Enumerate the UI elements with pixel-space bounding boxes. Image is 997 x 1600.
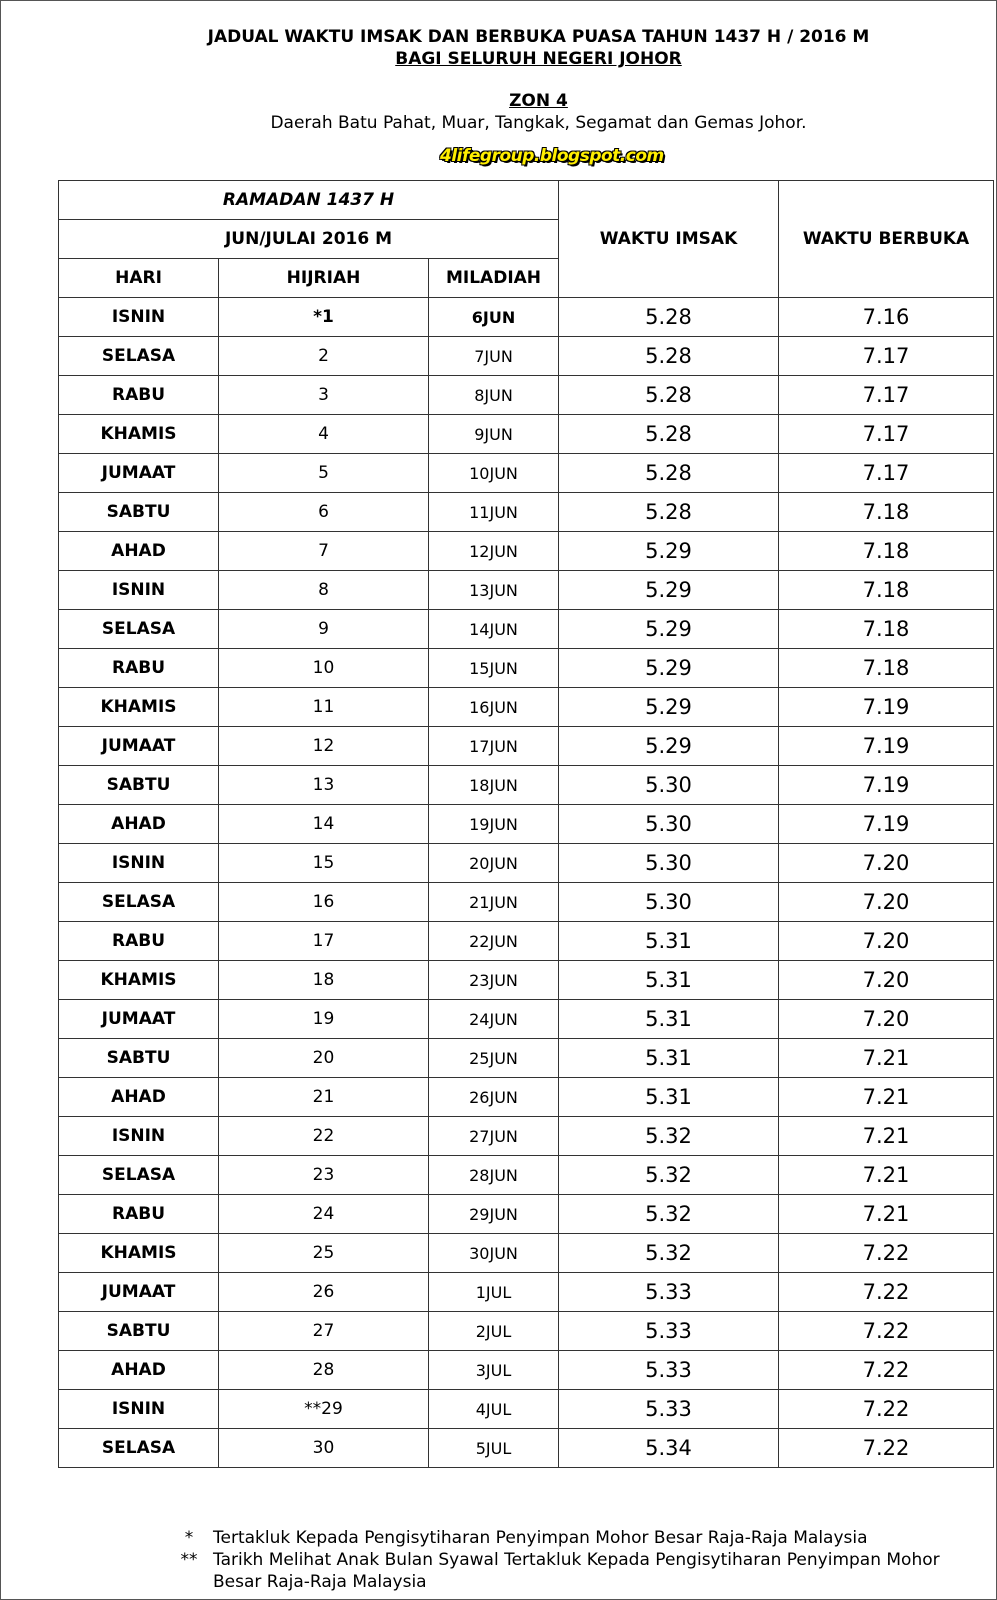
- imsak-time-cell: 5.29: [559, 532, 779, 571]
- col-header-hijriah: HIJRIAH: [219, 259, 429, 298]
- col-header-berbuka: WAKTU BERBUKA: [779, 181, 994, 298]
- table-row: [59, 1429, 994, 1468]
- day-cell: JUMAAT: [59, 1000, 219, 1039]
- day-cell: KHAMIS: [59, 1234, 219, 1273]
- hijriah-cell: 15: [219, 844, 429, 883]
- table-row: [59, 1039, 994, 1078]
- miladiah-cell: 3JUL: [429, 1351, 559, 1390]
- miladiah-cell: 26JUN: [429, 1078, 559, 1117]
- hijriah-cell: 26: [219, 1273, 429, 1312]
- day-cell: SABTU: [59, 1312, 219, 1351]
- day-cell: KHAMIS: [59, 688, 219, 727]
- imsak-time-cell: 5.30: [559, 883, 779, 922]
- table-row: [59, 1390, 994, 1429]
- hijriah-cell: 25: [219, 1234, 429, 1273]
- hijriah-cell: 17: [219, 922, 429, 961]
- day-cell: SELASA: [59, 337, 219, 376]
- miladiah-cell: 2JUL: [429, 1312, 559, 1351]
- footnotes: [165, 1527, 958, 1593]
- hijriah-cell: 21: [219, 1078, 429, 1117]
- hijriah-cell: 5: [219, 454, 429, 493]
- imsak-time-cell: 5.29: [559, 610, 779, 649]
- table-row: [59, 532, 994, 571]
- col-header-hari: HARI: [59, 259, 219, 298]
- day-cell: AHAD: [59, 1078, 219, 1117]
- day-cell: AHAD: [59, 532, 219, 571]
- blog-watermark: 4lifegroup.blogspot.com: [440, 146, 664, 166]
- hijriah-cell: 11: [219, 688, 429, 727]
- day-cell: JUMAAT: [59, 454, 219, 493]
- table-row: [59, 805, 994, 844]
- day-cell: SABTU: [59, 493, 219, 532]
- miladiah-cell: 12JUN: [429, 532, 559, 571]
- day-cell: KHAMIS: [59, 961, 219, 1000]
- miladiah-cell: 5JUL: [429, 1429, 559, 1468]
- table-row: [59, 1234, 994, 1273]
- table-row: [59, 1273, 994, 1312]
- hijriah-cell: **29: [219, 1390, 429, 1429]
- imsak-time-cell: 5.32: [559, 1234, 779, 1273]
- berbuka-time-cell: 7.19: [779, 805, 994, 844]
- miladiah-cell: 15JUN: [429, 649, 559, 688]
- day-cell: SELASA: [59, 883, 219, 922]
- day-cell: RABU: [59, 649, 219, 688]
- berbuka-time-cell: 7.21: [779, 1078, 994, 1117]
- table-row: [59, 454, 994, 493]
- table-row: [59, 844, 994, 883]
- table-row: [59, 766, 994, 805]
- miladiah-cell: 27JUN: [429, 1117, 559, 1156]
- imsak-time-cell: 5.32: [559, 1195, 779, 1234]
- berbuka-time-cell: 7.18: [779, 571, 994, 610]
- imsak-time-cell: 5.30: [559, 844, 779, 883]
- miladiah-cell: 1JUL: [429, 1273, 559, 1312]
- miladiah-cell: 18JUN: [429, 766, 559, 805]
- berbuka-time-cell: 7.20: [779, 883, 994, 922]
- miladiah-cell: 14JUN: [429, 610, 559, 649]
- footnote-text: Tarikh Melihat Anak Bulan Syawal Tertakluk Kepada Pengisytiharan Penyimpan Mohor Besar Raja-Raja Malaysia: [213, 1550, 940, 1592]
- day-cell: ISNIN: [59, 298, 219, 337]
- col-header-imsak: WAKTU IMSAK: [559, 181, 779, 298]
- hijriah-cell: 24: [219, 1195, 429, 1234]
- berbuka-time-cell: 7.22: [779, 1273, 994, 1312]
- berbuka-time-cell: 7.22: [779, 1234, 994, 1273]
- day-cell: RABU: [59, 376, 219, 415]
- imsak-time-cell: 5.33: [559, 1390, 779, 1429]
- miladiah-cell: 17JUN: [429, 727, 559, 766]
- miladiah-cell: 29JUN: [429, 1195, 559, 1234]
- imsak-time-cell: 5.31: [559, 1078, 779, 1117]
- berbuka-time-cell: 7.20: [779, 922, 994, 961]
- berbuka-time-cell: 7.17: [779, 454, 994, 493]
- table-row: [59, 298, 994, 337]
- table-row: [59, 961, 994, 1000]
- miladiah-cell: 20JUN: [429, 844, 559, 883]
- group-header-ramadan: RAMADAN 1437 H: [59, 181, 559, 220]
- hijriah-cell: 4: [219, 415, 429, 454]
- day-cell: AHAD: [59, 805, 219, 844]
- miladiah-cell: 10JUN: [429, 454, 559, 493]
- document-subtitle: BAGI SELURUH NEGERI JOHOR: [395, 49, 682, 69]
- imsak-time-cell: 5.31: [559, 1039, 779, 1078]
- berbuka-time-cell: 7.22: [779, 1312, 994, 1351]
- day-cell: AHAD: [59, 1351, 219, 1390]
- berbuka-time-cell: 7.22: [779, 1390, 994, 1429]
- miladiah-cell: 13JUN: [429, 571, 559, 610]
- table-row: [59, 883, 994, 922]
- table-row: [59, 922, 994, 961]
- imsak-time-cell: 5.28: [559, 337, 779, 376]
- footnote-2: [165, 1549, 958, 1593]
- table-row: [59, 688, 994, 727]
- hijriah-cell: 27: [219, 1312, 429, 1351]
- hijriah-cell: 22: [219, 1117, 429, 1156]
- table-row: [59, 1078, 994, 1117]
- day-cell: SABTU: [59, 766, 219, 805]
- berbuka-time-cell: 7.19: [779, 688, 994, 727]
- imsak-time-cell: 5.30: [559, 766, 779, 805]
- berbuka-time-cell: 7.18: [779, 493, 994, 532]
- district-label: Daerah Batu Pahat, Muar, Tangkak, Segamat dan Gemas Johor.: [270, 113, 807, 133]
- footnote-mark: *: [184, 1528, 194, 1548]
- imsak-time-cell: 5.31: [559, 1000, 779, 1039]
- hijriah-cell: 12: [219, 727, 429, 766]
- hijriah-cell: 3: [219, 376, 429, 415]
- miladiah-cell: 21JUN: [429, 883, 559, 922]
- imsak-time-cell: 5.29: [559, 571, 779, 610]
- berbuka-time-cell: 7.20: [779, 961, 994, 1000]
- miladiah-cell: 30JUN: [429, 1234, 559, 1273]
- day-cell: ISNIN: [59, 1390, 219, 1429]
- table-row: [59, 727, 994, 766]
- berbuka-time-cell: 7.22: [779, 1429, 994, 1468]
- day-cell: JUMAAT: [59, 727, 219, 766]
- miladiah-cell: 11JUN: [429, 493, 559, 532]
- imsak-time-cell: 5.33: [559, 1312, 779, 1351]
- berbuka-time-cell: 7.20: [779, 844, 994, 883]
- miladiah-cell: 23JUN: [429, 961, 559, 1000]
- day-cell: SELASA: [59, 1429, 219, 1468]
- imsak-time-cell: 5.29: [559, 688, 779, 727]
- table-row: [59, 1351, 994, 1390]
- berbuka-time-cell: 7.17: [779, 337, 994, 376]
- berbuka-time-cell: 7.16: [779, 298, 994, 337]
- day-cell: SABTU: [59, 1039, 219, 1078]
- imsak-time-cell: 5.29: [559, 649, 779, 688]
- hijriah-cell: 13: [219, 766, 429, 805]
- hijriah-cell: 23: [219, 1156, 429, 1195]
- berbuka-time-cell: 7.21: [779, 1117, 994, 1156]
- day-cell: JUMAAT: [59, 1273, 219, 1312]
- imsak-time-cell: 5.31: [559, 922, 779, 961]
- berbuka-time-cell: 7.18: [779, 610, 994, 649]
- table-row: [59, 1195, 994, 1234]
- berbuka-time-cell: 7.17: [779, 415, 994, 454]
- imsak-time-cell: 5.28: [559, 415, 779, 454]
- group-header-month: JUN/JULAI 2016 M: [59, 220, 559, 259]
- day-cell: SELASA: [59, 1156, 219, 1195]
- miladiah-cell: 22JUN: [429, 922, 559, 961]
- miladiah-cell: 4JUL: [429, 1390, 559, 1429]
- day-cell: ISNIN: [59, 1117, 219, 1156]
- table-row: [59, 571, 994, 610]
- col-header-miladiah: MILADIAH: [429, 259, 559, 298]
- day-cell: ISNIN: [59, 571, 219, 610]
- table-row: [59, 493, 994, 532]
- miladiah-cell: 25JUN: [429, 1039, 559, 1078]
- day-cell: SELASA: [59, 610, 219, 649]
- imsak-time-cell: 5.28: [559, 298, 779, 337]
- miladiah-cell: 9JUN: [429, 415, 559, 454]
- hijriah-cell: 19: [219, 1000, 429, 1039]
- berbuka-time-cell: 7.18: [779, 532, 994, 571]
- berbuka-time-cell: 7.21: [779, 1195, 994, 1234]
- header-row-1: [59, 181, 994, 220]
- table-row: [59, 337, 994, 376]
- hijriah-cell: 20: [219, 1039, 429, 1078]
- imsak-time-cell: 5.32: [559, 1117, 779, 1156]
- table-row: [59, 376, 994, 415]
- table-row: [59, 415, 994, 454]
- berbuka-time-cell: 7.17: [779, 376, 994, 415]
- zone-label: ZON 4: [509, 91, 568, 111]
- imsak-time-cell: 5.34: [559, 1429, 779, 1468]
- hijriah-cell: 10: [219, 649, 429, 688]
- miladiah-cell: 28JUN: [429, 1156, 559, 1195]
- hijriah-cell: *1: [219, 298, 429, 337]
- hijriah-cell: 30: [219, 1429, 429, 1468]
- table-row: [59, 1117, 994, 1156]
- table-row: [59, 1156, 994, 1195]
- berbuka-time-cell: 7.20: [779, 1000, 994, 1039]
- hijriah-cell: 9: [219, 610, 429, 649]
- day-cell: RABU: [59, 1195, 219, 1234]
- hijriah-cell: 2: [219, 337, 429, 376]
- imsak-time-cell: 5.33: [559, 1273, 779, 1312]
- miladiah-cell: 24JUN: [429, 1000, 559, 1039]
- day-cell: KHAMIS: [59, 415, 219, 454]
- footnote-1: [165, 1527, 958, 1549]
- miladiah-cell: 8JUN: [429, 376, 559, 415]
- table-row: [59, 1312, 994, 1351]
- miladiah-cell: 6JUN: [429, 298, 559, 337]
- imsak-time-cell: 5.28: [559, 493, 779, 532]
- imsak-time-cell: 5.28: [559, 454, 779, 493]
- berbuka-time-cell: 7.21: [779, 1039, 994, 1078]
- imsak-time-cell: 5.28: [559, 376, 779, 415]
- berbuka-time-cell: 7.19: [779, 727, 994, 766]
- schedule-table: [58, 180, 994, 1468]
- hijriah-cell: 18: [219, 961, 429, 1000]
- hijriah-cell: 14: [219, 805, 429, 844]
- day-cell: RABU: [59, 922, 219, 961]
- day-cell: ISNIN: [59, 844, 219, 883]
- berbuka-time-cell: 7.18: [779, 649, 994, 688]
- hijriah-cell: 7: [219, 532, 429, 571]
- table-row: [59, 649, 994, 688]
- miladiah-cell: 7JUN: [429, 337, 559, 376]
- footnote-text: Tertakluk Kepada Pengisytiharan Penyimpan Mohor Besar Raja-Raja Malaysia: [213, 1528, 868, 1548]
- berbuka-time-cell: 7.21: [779, 1156, 994, 1195]
- miladiah-cell: 19JUN: [429, 805, 559, 844]
- footnote-mark: **: [180, 1550, 198, 1570]
- berbuka-time-cell: 7.22: [779, 1351, 994, 1390]
- imsak-time-cell: 5.30: [559, 805, 779, 844]
- hijriah-cell: 16: [219, 883, 429, 922]
- imsak-time-cell: 5.31: [559, 961, 779, 1000]
- table-row: [59, 1000, 994, 1039]
- hijriah-cell: 28: [219, 1351, 429, 1390]
- document-header: [0, 26, 997, 134]
- table-row: [59, 610, 994, 649]
- document-title: JADUAL WAKTU IMSAK DAN BERBUKA PUASA TAHUN 1437 H / 2016 M: [207, 27, 870, 47]
- hijriah-cell: 6: [219, 493, 429, 532]
- imsak-time-cell: 5.29: [559, 727, 779, 766]
- miladiah-cell: 16JUN: [429, 688, 559, 727]
- imsak-time-cell: 5.33: [559, 1351, 779, 1390]
- imsak-time-cell: 5.32: [559, 1156, 779, 1195]
- hijriah-cell: 8: [219, 571, 429, 610]
- berbuka-time-cell: 7.19: [779, 766, 994, 805]
